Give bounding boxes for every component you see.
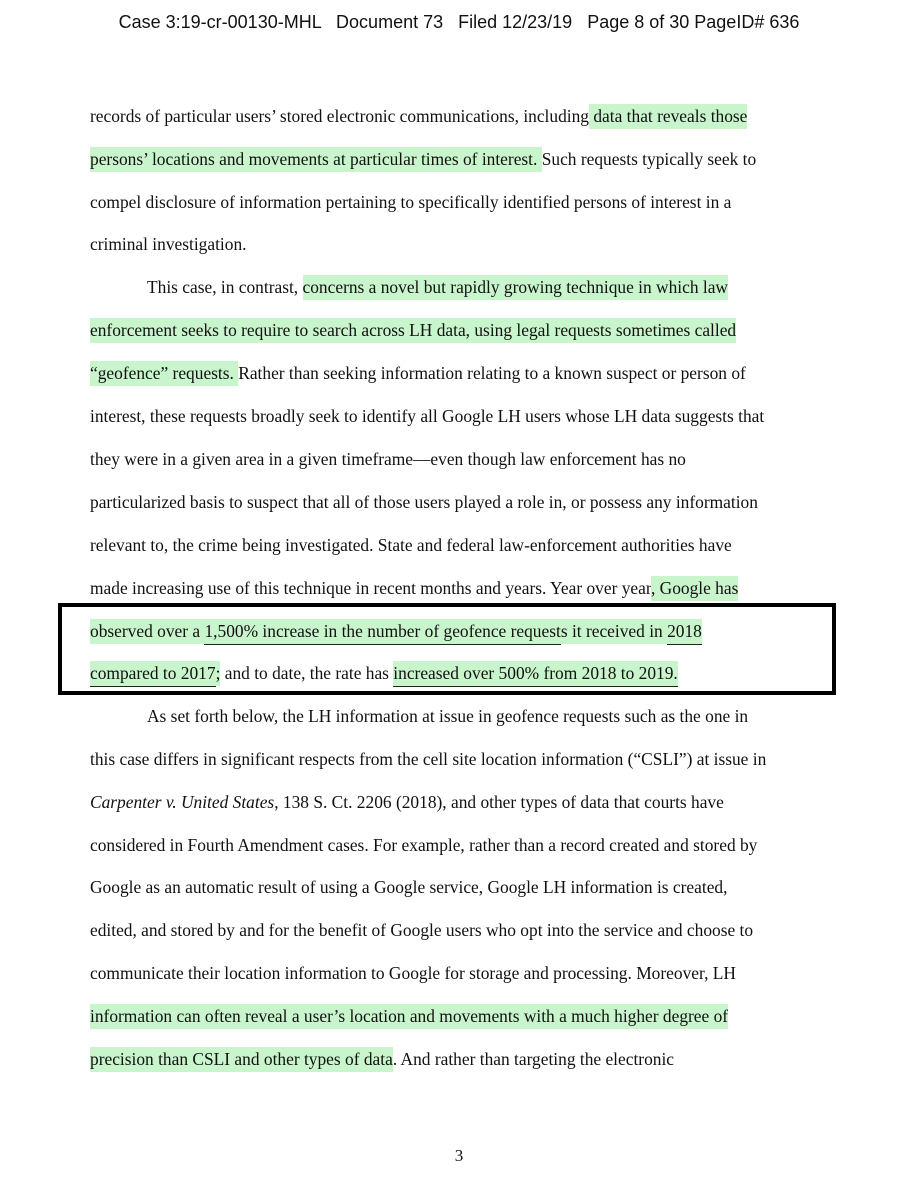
text-run: Rather than seeking information relating to a known suspect or person of xyxy=(238,363,746,383)
text-line xyxy=(90,361,746,385)
text-run: Google as an automatic result of using a Google service, Google LH information is created, xyxy=(90,877,728,897)
text-run: compel disclosure of information pertaining to specifically identified persons of interest in a xyxy=(90,192,732,212)
text-run: This case, in contrast, xyxy=(147,277,303,297)
text-run: and to date, the rate has xyxy=(220,663,394,683)
text-run: made increasing use of this technique in recent months and years. Year over year xyxy=(90,578,651,598)
text-run: relevant to, the crime being investigated. State and federal law-enforcement authorities have xyxy=(90,535,732,555)
text-run: communicate their location information to Google for storage and processing. Moreover, LH xyxy=(90,963,736,983)
text-line xyxy=(90,1047,674,1071)
text-line xyxy=(90,318,736,342)
text-run: particularized basis to suspect that all of those users played a role in, or possess any information xyxy=(90,492,758,512)
text-line xyxy=(90,404,764,428)
highlighted-text: data that reveals those xyxy=(589,104,747,129)
case-citation: Carpenter v. United States xyxy=(90,792,275,812)
text-run: . And rather than targeting the electronic xyxy=(392,1049,675,1069)
text-line xyxy=(90,490,758,514)
highlighted-text: ; xyxy=(216,661,221,686)
text-run: Such requests typically seek to xyxy=(541,149,757,169)
text-line xyxy=(90,232,246,256)
text-line xyxy=(90,190,731,214)
text-line xyxy=(90,961,736,985)
text-line xyxy=(90,747,766,771)
text-line xyxy=(90,533,732,557)
text-line xyxy=(90,1004,728,1028)
text-run: criminal investigation. xyxy=(90,234,247,254)
underlined-text: 1,500% increase in the number of geofence request xyxy=(204,619,560,645)
text-line xyxy=(90,875,727,899)
text-run: , 138 S. Ct. 2206 (2018), and other types of data that courts have xyxy=(274,792,724,812)
highlighted-text: , Google has xyxy=(651,576,738,601)
emphasis-box xyxy=(58,603,836,695)
highlighted-text: concerns a novel but rapidly growing technique in which law xyxy=(303,275,728,300)
text-line xyxy=(147,704,748,728)
highlighted-text: persons’ locations and movements at particular times of interest. xyxy=(90,147,542,172)
text-line xyxy=(147,275,728,299)
highlighted-text: “geofence” requests. xyxy=(90,361,238,386)
highlighted-text: information can often reveal a user’s location and movements with a much higher degree of xyxy=(90,1004,728,1029)
underlined-text: 2018 xyxy=(667,619,702,645)
text-run: edited, and stored by and for the benefit of Google users who opt into the service and choose to xyxy=(90,920,754,940)
text-line xyxy=(90,833,757,857)
text-line xyxy=(90,790,724,814)
page-number: 3 xyxy=(454,1146,464,1165)
highlighted-text: observed over a xyxy=(90,619,204,644)
text-run: this case differs in significant respects from the cell site location information (“CSLI”) at issue in xyxy=(90,749,767,769)
text-line xyxy=(90,447,686,471)
text-run: As set forth below, the LH information at issue in geofence requests such as the one in xyxy=(147,706,749,726)
text-line xyxy=(90,576,738,600)
text-run: considered in Fourth Amendment cases. For example, rather than a record created and stored by xyxy=(90,835,758,855)
highlighted-text: enforcement seeks to require to search across LH data, using legal requests sometimes called xyxy=(90,318,736,343)
highlighted-text: s it received in xyxy=(561,619,667,644)
case-header: Case 3:19-cr-00130-MHL Document 73 Filed 12/23/19 Page 8 of 30 PageID# 636 xyxy=(118,12,800,32)
text-line xyxy=(90,104,747,128)
text-run: interest, these requests broadly seek to identify all Google LH users whose LH data suggests that xyxy=(90,406,765,426)
text-line xyxy=(90,147,756,171)
underlined-text: compared to 2017 xyxy=(90,661,216,687)
underlined-text: increased over 500% from 2018 to 2019. xyxy=(393,661,677,687)
highlighted-text: precision than CSLI and other types of data xyxy=(90,1047,393,1072)
text-run: they were in a given area in a given timeframe—even though law enforcement has no xyxy=(90,449,686,469)
text-run: records of particular users’ stored electronic communications, including xyxy=(90,106,590,126)
text-line xyxy=(90,918,753,942)
